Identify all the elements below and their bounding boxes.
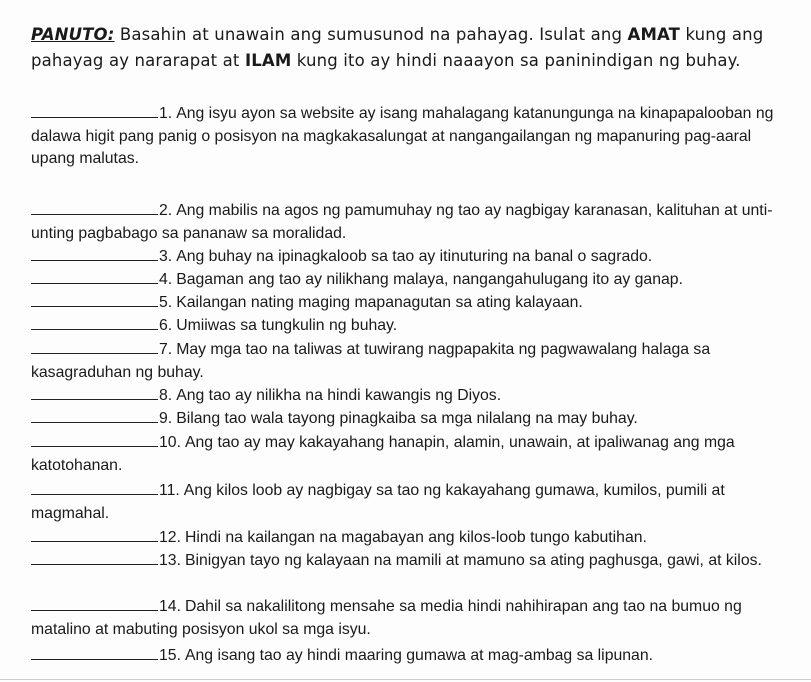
question-number: 9.: [159, 410, 173, 427]
answer-blank[interactable]: [31, 269, 158, 284]
instructions-text-2: kung ang pahayag ay nararapat at: [31, 25, 764, 70]
question-number: 4.: [159, 271, 173, 288]
question-item-5: [31, 292, 791, 315]
question-text: Bilang tao wala tayong pinagkaiba sa mga nilalang na may buhay.: [176, 410, 638, 427]
question-text: Ang tao ay nilikha na hindi kawangis ng Diyos.: [176, 387, 502, 404]
answer-blank[interactable]: [31, 385, 158, 400]
question-text: May mga tao na taliwas at tuwirang nagpapakita ng pagwawalang halaga sa kasagraduhan ng buhay.: [31, 341, 711, 381]
answer-blank[interactable]: [31, 246, 158, 261]
answer-blank[interactable]: [31, 103, 158, 118]
question-number: 3.: [159, 248, 173, 265]
answer-blank[interactable]: [31, 480, 158, 495]
question-text: Ang isang tao ay hindi maaring gumawa at mag-ambag sa lipunan.: [184, 647, 654, 664]
answer-blank[interactable]: [31, 527, 158, 542]
question-item-15: [31, 645, 791, 668]
question-text: Umiiwas sa tungkulin ng buhay.: [176, 317, 398, 334]
question-number: 11.: [159, 482, 180, 499]
question-item-2: [31, 200, 791, 245]
question-text: Hindi na kailangan na magabayan ang kilos-loob tungo kabutihan.: [184, 529, 647, 546]
question-item-12: [31, 527, 791, 550]
question-number: 12.: [159, 529, 181, 546]
question-number: 7.: [159, 341, 173, 358]
question-number: 8.: [159, 387, 173, 404]
question-text: Ang mabilis na agos ng pamumuhay ng tao ay nagbigay karanasan, kalituhan at unti-unting pagbabago sa pananaw sa moralidad.: [31, 202, 773, 242]
question-item-8: [31, 385, 791, 408]
question-item-14: [31, 596, 791, 641]
answer-blank[interactable]: [31, 596, 158, 611]
answer-blank[interactable]: [31, 550, 158, 565]
answer-blank[interactable]: [31, 645, 158, 660]
question-number: 2.: [159, 202, 173, 219]
question-number: 15.: [159, 647, 181, 664]
question-text: Ang tao ay may kakayahang hanapin, alamin, unawain, at ipaliwanag ang mga katotohanan.: [31, 434, 735, 474]
answer-blank[interactable]: [31, 408, 158, 423]
instructions-text-1: Basahin at unawain ang sumusunod na pahayag. Isulat ang: [114, 25, 628, 44]
question-number: 14.: [159, 598, 181, 615]
answer-blank[interactable]: [31, 200, 158, 215]
answer-blank[interactable]: [31, 432, 158, 447]
question-number: 1.: [159, 105, 173, 122]
question-item-6: [31, 315, 791, 338]
question-item-1: [31, 103, 791, 171]
question-text: Binigyan tayo ng kalayaan na mamili at mamuno sa ating paghusga, gawi, at kilos.: [184, 552, 762, 569]
question-item-3: [31, 246, 791, 269]
instructions: [31, 22, 791, 74]
amat-keyword: AMAT: [627, 25, 681, 44]
question-item-11: [31, 480, 791, 525]
question-item-10: [31, 432, 791, 477]
page-bottom-divider: [0, 679, 811, 680]
ilam-keyword: ILAM: [244, 51, 292, 70]
answer-blank[interactable]: [31, 292, 158, 307]
instructions-text-3: kung ito ay hindi naaayon sa paninindigan ng buhay.: [291, 51, 741, 70]
question-item-7: [31, 339, 791, 384]
question-text: Ang buhay na ipinagkaloob sa tao ay itinuturing na banal o sagrado.: [176, 248, 653, 265]
instructions-label: PANUTO:: [31, 25, 115, 44]
question-text: Bagaman ang tao ay nilikhang malaya, nangangahulugang ito ay ganap.: [176, 271, 683, 288]
question-text: Dahil sa nakalilitong mensahe sa media hindi nahihirapan ang tao na bumuo ng matalino at mabuting posisyon ukol sa mga isyu.: [31, 598, 742, 638]
question-number: 13.: [159, 552, 181, 569]
question-text: Ang kilos loob ay nagbigay sa tao ng kakayahang gumawa, kumilos, pumili at magmahal.: [31, 482, 725, 522]
question-item-4: [31, 269, 791, 292]
question-number: 6.: [159, 317, 173, 334]
question-number: 5.: [159, 294, 173, 311]
question-item-13: [31, 550, 791, 573]
answer-blank[interactable]: [31, 315, 158, 330]
question-item-9: [31, 408, 791, 431]
answer-blank[interactable]: [31, 339, 158, 354]
question-text: Kailangan nating maging mapanagutan sa ating kalayaan.: [176, 294, 583, 311]
question-text: Ang isyu ayon sa website ay isang mahalagang katanungunga na kinapapalooban ng dalawa higit pang panig o posisyon na magkakasalungat at nangangailangan ng mapanuring pag-aaral upang malutas.: [31, 105, 774, 167]
question-number: 10.: [159, 434, 181, 451]
